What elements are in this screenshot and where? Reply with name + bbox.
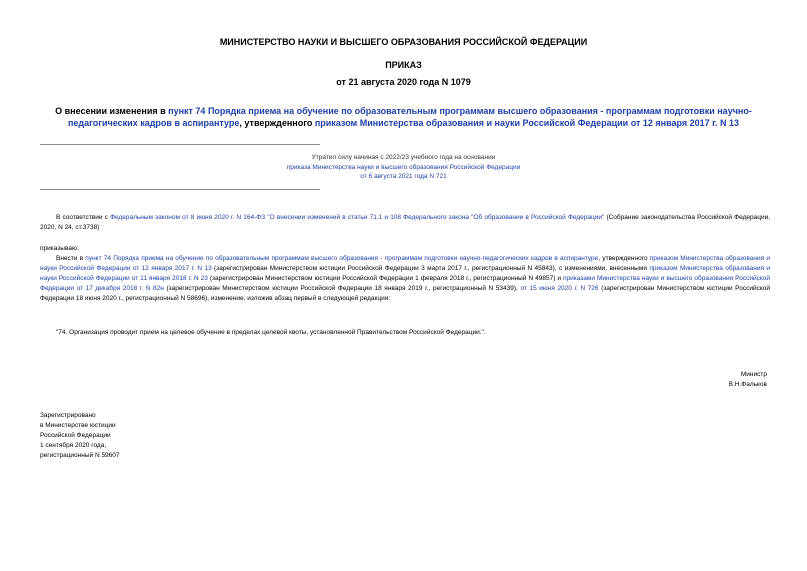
document-title — [40, 105, 767, 129]
paragraph-text: В соответствии с — [56, 214, 111, 221]
link-federal-law-164[interactable]: Федеральным законом от 8 июня 2020 г. N 164-ФЗ "О внесении изменений в статьи 71.1 и 108 Федерального закона "Об образовании в Российской Федерации" — [110, 214, 605, 221]
paragraph-text: (Собрание законодательства Российской Федерации, 2020, N 24, ст.3738) — [40, 214, 771, 231]
paragraph-order: приказываю: — [40, 245, 79, 252]
paragraph-text: Внести в — [56, 255, 86, 262]
registration-line: Российской Федерации — [40, 432, 111, 439]
link-order-13[interactable]: приказом Министерства образования и науки Российской Федерации от 12 января 2017 г. N 13 — [40, 255, 770, 272]
paragraph-text: (зарегистрирован Министерством юстиции Российской Федерации 18 июня 2020 г., регистрационный N 58696), изменение, изложив абзац первый в следующей редакции: — [40, 285, 771, 302]
ministry-heading: МИНИСТЕРСТВО НАУКИ И ВЫСШЕГО ОБРАЗОВАНИЯ РОССИЙСКОЙ ФЕДЕРАЦИИ — [219, 37, 588, 47]
status-note-link-order[interactable]: приказа Министерства науки и высшего образования Российской Федерации — [286, 163, 521, 171]
paragraph-text: , утвержденного — [598, 255, 650, 262]
registration-block — [40, 411, 120, 461]
link-paragraph-74[interactable]: пункт 74 Порядка приема на обучение по образовательным программам высшего образования - программам подготовки научно-педагогических кадров в аспирантуре — [85, 255, 599, 262]
divider-top — [40, 144, 320, 145]
signatory-position: Министр — [740, 371, 767, 378]
paragraph-text: (зарегистрирован Министерством юстиции Российской Федерации 1 февраля 2018 г., регистрационный N 49857) и — [207, 275, 564, 282]
link-order-726[interactable]: от 15 июня 2020 г. N 726 — [520, 285, 599, 292]
document-type: ПРИКАЗ — [385, 60, 422, 70]
paragraph-amendment — [40, 254, 770, 304]
status-note — [40, 153, 767, 182]
registration-date: 1 сентября 2020 года, — [40, 442, 107, 449]
status-note-text: Утратил силу начиная с 2022/23 учебного года на основании — [311, 154, 496, 161]
title-link-order-13[interactable]: приказом Министерства образования и науки Российской Федерации от 12 января 2017 г. N 13 — [314, 118, 740, 128]
registration-number: регистрационный N 59607 — [40, 452, 120, 459]
signature-block — [729, 370, 767, 390]
title-text: , утвержденного — [239, 118, 315, 128]
title-text: О внесении изменения в — [55, 106, 169, 116]
link-order-23[interactable]: приказом Министерства образования и науки Российской Федерации от 11 января 2018 г. N 23 — [40, 265, 770, 282]
status-note-link-date[interactable]: от 6 августа 2021 года N 721 — [360, 173, 447, 180]
paragraph-text: (зарегистрирован Министерством юстиции Российской Федерации 3 марта 2017 г., регистрационный N 45843), с изменениями, внесенными — [211, 265, 650, 272]
registration-line: в Министерстве юстиции — [40, 422, 116, 429]
registration-line: Зарегистрировано — [40, 412, 96, 419]
link-orders-82n[interactable]: приказами Министерства науки и высшего образования Российской Федерации от 17 декабря 2018 г. N 82н — [40, 275, 771, 292]
paragraph-text: (зарегистрирован Министерством юстиции Российской Федерации 18 января 2019 г., регистрационный N 53439), — [163, 285, 521, 292]
paragraph-new-wording: "74. Организация проводит прием на целевое обучение в пределах целевой квоты, установленной Правительством Российской Федерации.". — [56, 329, 486, 336]
document-date-number: от 21 августа 2020 года N 1079 — [336, 77, 471, 87]
title-link-paragraph-74[interactable]: пункт 74 Порядка приема на обучение по образовательным программам высшего образования - программам подготовки научно-педагогических кадров в аспирантуре — [67, 106, 752, 128]
paragraph-basis — [40, 213, 770, 233]
signatory-name: В.Н.Фальков — [728, 381, 767, 388]
divider-bottom — [40, 189, 320, 190]
